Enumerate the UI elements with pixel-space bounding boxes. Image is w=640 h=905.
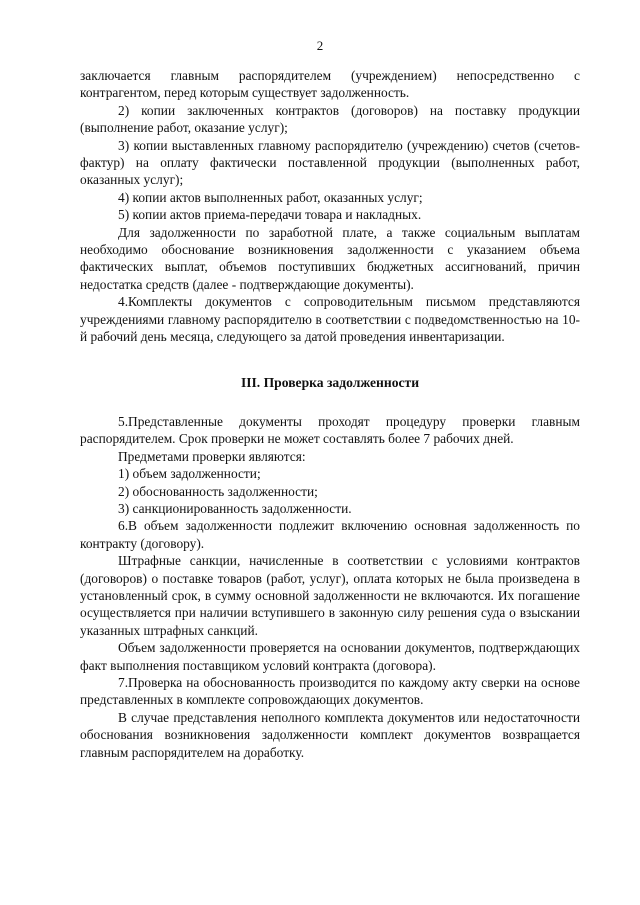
document-body [80,67,580,761]
paragraph: 4) копии актов выполненных работ, оказанных услуг; [118,189,423,205]
list-item: 3) санкционированность задолженности. [118,500,352,516]
paragraph: Предметами проверки являются: [118,448,306,464]
paragraph: заключается главным распорядителем (учреждением) непосредственно с контрагентом, перед которым существует задолженность. [80,68,580,101]
list-item: 2) обоснованность задолженности; [118,483,318,499]
section-title: III. Проверка задолженности [240,374,420,390]
list-item: 1) объем задолженности; [118,466,261,482]
paragraph: 4.Комплекты документов с сопроводительным письмом представляются учреждениями главному распорядителю в соответствии с подведомственностью на 10-й рабочий день месяца, следующего за датой проведения инвентаризации. [80,294,580,345]
paragraph: Объем задолженности проверяется на основании документов, подтверждающих факт выполнения поставщиком условий контракта (договора). [80,640,580,673]
paragraph: 5) копии актов приема-передачи товара и накладных. [118,207,422,223]
paragraph: 3) копии выставленных главному распорядителю (учреждению) счетов (счетов-фактур) на оплату фактически поставленной продукции (выполненных работ, оказанных услуг); [80,137,580,188]
paragraph: 2) копии заключенных контрактов (договоров) на поставку продукции (выполнение работ, оказание услуг); [80,102,580,136]
paragraph: В случае представления неполного комплекта документов или недостаточности обоснования возникновения задолженности комплект документов возвращается главным распорядителем на доработку. [80,709,580,760]
paragraph: 6.В объем задолженности подлежит включению основная задолженность по контракту (договору). [80,518,580,551]
paragraph: Штрафные санкции, начисленные в соответствии с условиями контрактов (договоров) о поставке товаров (работ, услуг), оплата которых не была произведена в установленный срок, в сумму основной задолженности не включаются. Их погашение осуществляется при наличии вступившего в законную силу решения суда о взыскании указанных штрафных санкций. [80,553,580,638]
paragraph: Для задолженности по заработной плате, а также социальным выплатам необходимо обоснование возникновения задолженности с указанием объема фактических выплат, объемов поступивших бюджетных ассигнований, причин недостатка средств (далее - подтверждающие документы). [80,224,580,292]
paragraph: 7.Проверка на обоснованность производится по каждому акту сверки на основе представленных в комплекте сопровождающих документов. [80,675,580,708]
page-number: 2 [316,38,324,53]
paragraph: 5.Представленные документы проходят процедуру проверки главным распорядителем. Срок проверки не может составлять более 7 рабочих дней. [80,413,580,447]
